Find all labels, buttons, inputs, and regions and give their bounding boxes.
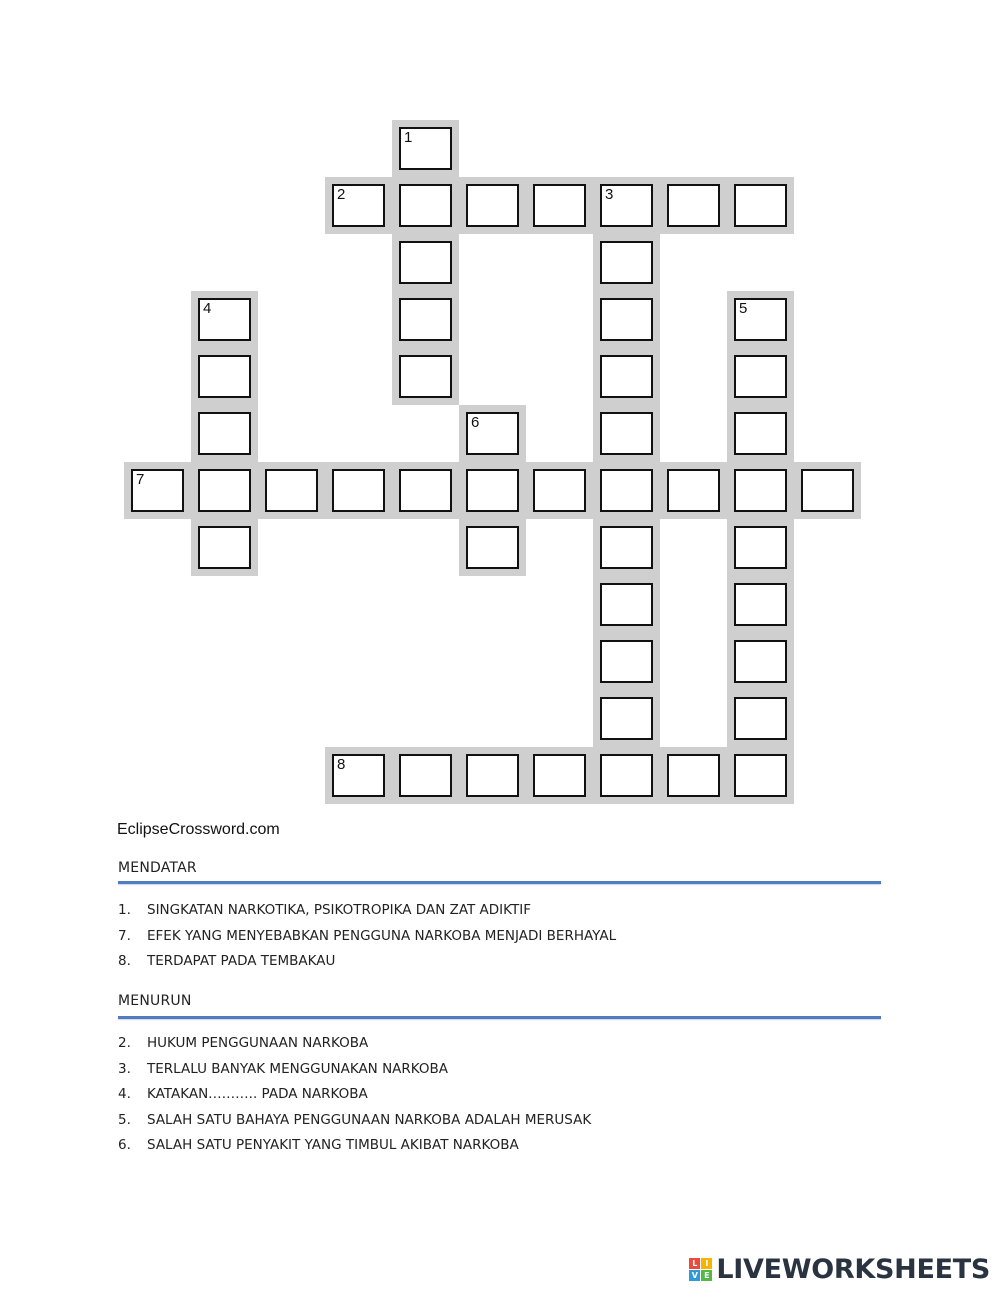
cell-box (399, 184, 452, 227)
crossword-cell[interactable] (191, 519, 258, 576)
cell-box (600, 583, 653, 626)
crossword-cell[interactable] (459, 405, 526, 462)
crossword-cell[interactable] (392, 348, 459, 405)
cell-box (466, 469, 519, 512)
crossword-cell[interactable] (191, 291, 258, 348)
crossword-cell[interactable] (660, 462, 727, 519)
cell-box (332, 754, 385, 797)
crossword-cell[interactable] (526, 747, 593, 804)
clue-text: EFEK YANG MENYEBABKAN PENGGUNA NARKOBA MENJADI BERHAYAL (147, 927, 617, 944)
cell-box (131, 469, 184, 512)
cell-box (734, 583, 787, 626)
crossword-cell[interactable] (459, 747, 526, 804)
clue-number: 2. (118, 1035, 131, 1051)
cell-number: 2 (337, 186, 346, 203)
clue-text: SALAH SATU BAHAYA PENGGUNAAN NARKOBA ADALAH MERUSAK (147, 1111, 592, 1128)
clue-item (118, 1031, 591, 1057)
clue-text: TERDAPAT PADA TEMBAKAU (147, 953, 336, 969)
crossword-cell[interactable] (727, 633, 794, 690)
cell-box (265, 469, 318, 512)
cell-box (466, 526, 519, 569)
crossword-cell[interactable] (727, 348, 794, 405)
cell-number: 6 (471, 414, 480, 431)
down-clue-list (118, 1031, 591, 1159)
crossword-cell[interactable] (727, 747, 794, 804)
cell-box (667, 754, 720, 797)
cell-box (734, 469, 787, 512)
cell-box (332, 469, 385, 512)
cell-box (399, 355, 452, 398)
cell-box (533, 184, 586, 227)
clue-number: 8. (118, 953, 131, 969)
logo-mark-icon (689, 1258, 712, 1281)
crossword-cell[interactable] (191, 405, 258, 462)
cell-box (533, 754, 586, 797)
cell-box (734, 526, 787, 569)
crossword-cell[interactable] (325, 177, 392, 234)
cell-box (600, 640, 653, 683)
crossword-cell[interactable] (593, 633, 660, 690)
cell-box (734, 412, 787, 455)
cell-box (600, 526, 653, 569)
cell-number: 5 (739, 300, 748, 317)
clue-number: 3. (118, 1060, 131, 1077)
clue-item (118, 1082, 591, 1108)
clue-number: 6. (118, 1137, 131, 1153)
cell-box (734, 640, 787, 683)
crossword-cell[interactable] (593, 576, 660, 633)
cell-box (734, 298, 787, 341)
cell-box (600, 697, 653, 740)
cell-box (801, 469, 854, 512)
crossword-cell[interactable] (593, 177, 660, 234)
crossword-cell[interactable] (660, 747, 727, 804)
crossword-cell[interactable] (593, 291, 660, 348)
crossword-cell[interactable] (593, 690, 660, 747)
crossword-cell[interactable] (727, 177, 794, 234)
clue-number: 7. (118, 927, 131, 944)
cell-number: 7 (136, 471, 145, 488)
crossword-cell[interactable] (727, 519, 794, 576)
crossword-cell[interactable] (392, 234, 459, 291)
cell-box (600, 241, 653, 284)
crossword-cell[interactable] (593, 405, 660, 462)
cell-box (600, 469, 653, 512)
cell-box (600, 754, 653, 797)
cell-box (198, 298, 251, 341)
cell-box (600, 355, 653, 398)
cell-number: 8 (337, 756, 346, 773)
crossword-cell[interactable] (325, 747, 392, 804)
across-clue-list (118, 898, 616, 975)
crossword-cell[interactable] (593, 348, 660, 405)
cell-box (198, 469, 251, 512)
crossword-cell[interactable] (459, 462, 526, 519)
crossword-cell[interactable] (191, 348, 258, 405)
clue-text: SALAH SATU PENYAKIT YANG TIMBUL AKIBAT NARKOBA (147, 1137, 519, 1153)
crossword-cell[interactable] (325, 462, 392, 519)
cell-box (399, 298, 452, 341)
crossword-cell[interactable] (459, 177, 526, 234)
cell-box (734, 184, 787, 227)
clue-text: TERLALU BANYAK MENGGUNAKAN NARKOBA (147, 1060, 449, 1077)
crossword-cell[interactable] (258, 462, 325, 519)
crossword-cell[interactable] (593, 462, 660, 519)
crossword-cell[interactable] (727, 576, 794, 633)
crossword-cell[interactable] (459, 519, 526, 576)
cell-box (466, 412, 519, 455)
clue-number: 4. (118, 1086, 131, 1102)
across-title: MENDATAR (118, 860, 197, 876)
crossword-cell[interactable] (392, 291, 459, 348)
crossword-cell[interactable] (124, 462, 191, 519)
crossword-cell[interactable] (660, 177, 727, 234)
cell-box (600, 298, 653, 341)
cell-box (198, 355, 251, 398)
crossword-cell[interactable] (727, 462, 794, 519)
logo-mark-letter: V (689, 1270, 700, 1281)
down-title: MENURUN (118, 993, 192, 1009)
clue-item (118, 924, 616, 950)
crossword-cell[interactable] (593, 747, 660, 804)
cell-box (399, 754, 452, 797)
crossword-cell[interactable] (526, 177, 593, 234)
down-divider (118, 1016, 881, 1019)
crossword-cell[interactable] (593, 519, 660, 576)
logo-mark-letter: I (701, 1258, 712, 1269)
crossword-cell[interactable] (794, 462, 861, 519)
cell-number: 1 (404, 129, 413, 146)
cell-box (600, 412, 653, 455)
clue-item (118, 1057, 591, 1083)
liveworksheets-logo (689, 1254, 990, 1285)
cell-box (667, 184, 720, 227)
cell-box (399, 127, 452, 170)
cell-box (466, 754, 519, 797)
credit-text: EclipseCrossword.com (117, 821, 280, 838)
clue-item (118, 1108, 591, 1134)
crossword-cell[interactable] (727, 405, 794, 462)
cell-box (734, 754, 787, 797)
clue-text: SINGKATAN NARKOTIKA, PSIKOTROPIKA DAN ZAT ADIKTIF (147, 902, 531, 918)
crossword-cell[interactable] (392, 177, 459, 234)
cell-number: 3 (605, 186, 614, 203)
crossword-cell[interactable] (392, 462, 459, 519)
crossword-cell[interactable] (191, 462, 258, 519)
cell-box (734, 355, 787, 398)
crossword-cell[interactable] (392, 120, 459, 177)
clue-item (118, 949, 616, 975)
cell-box (332, 184, 385, 227)
logo-mark-letter: L (689, 1258, 700, 1269)
logo-text: LIVEWORKSHEETS (716, 1254, 990, 1285)
crossword-cell[interactable] (727, 690, 794, 747)
crossword-cell[interactable] (593, 234, 660, 291)
cell-box (667, 469, 720, 512)
cell-box (198, 412, 251, 455)
clue-item (118, 898, 616, 924)
crossword-cell[interactable] (727, 291, 794, 348)
clue-number: 1. (118, 902, 131, 918)
clue-text: KATAKAN……….. PADA NARKOBA (147, 1086, 368, 1102)
clue-number: 5. (118, 1111, 131, 1128)
clue-text: HUKUM PENGGUNAAN NARKOBA (147, 1035, 369, 1051)
across-divider (118, 881, 881, 884)
cell-box (734, 697, 787, 740)
cell-box (600, 184, 653, 227)
cell-number: 4 (203, 300, 212, 317)
cell-box (198, 526, 251, 569)
cell-box (533, 469, 586, 512)
crossword-cell[interactable] (526, 462, 593, 519)
clue-item (118, 1133, 591, 1159)
crossword-cell[interactable] (392, 747, 459, 804)
cell-box (466, 184, 519, 227)
logo-mark-letter: E (701, 1270, 712, 1281)
cell-box (399, 241, 452, 284)
cell-box (399, 469, 452, 512)
